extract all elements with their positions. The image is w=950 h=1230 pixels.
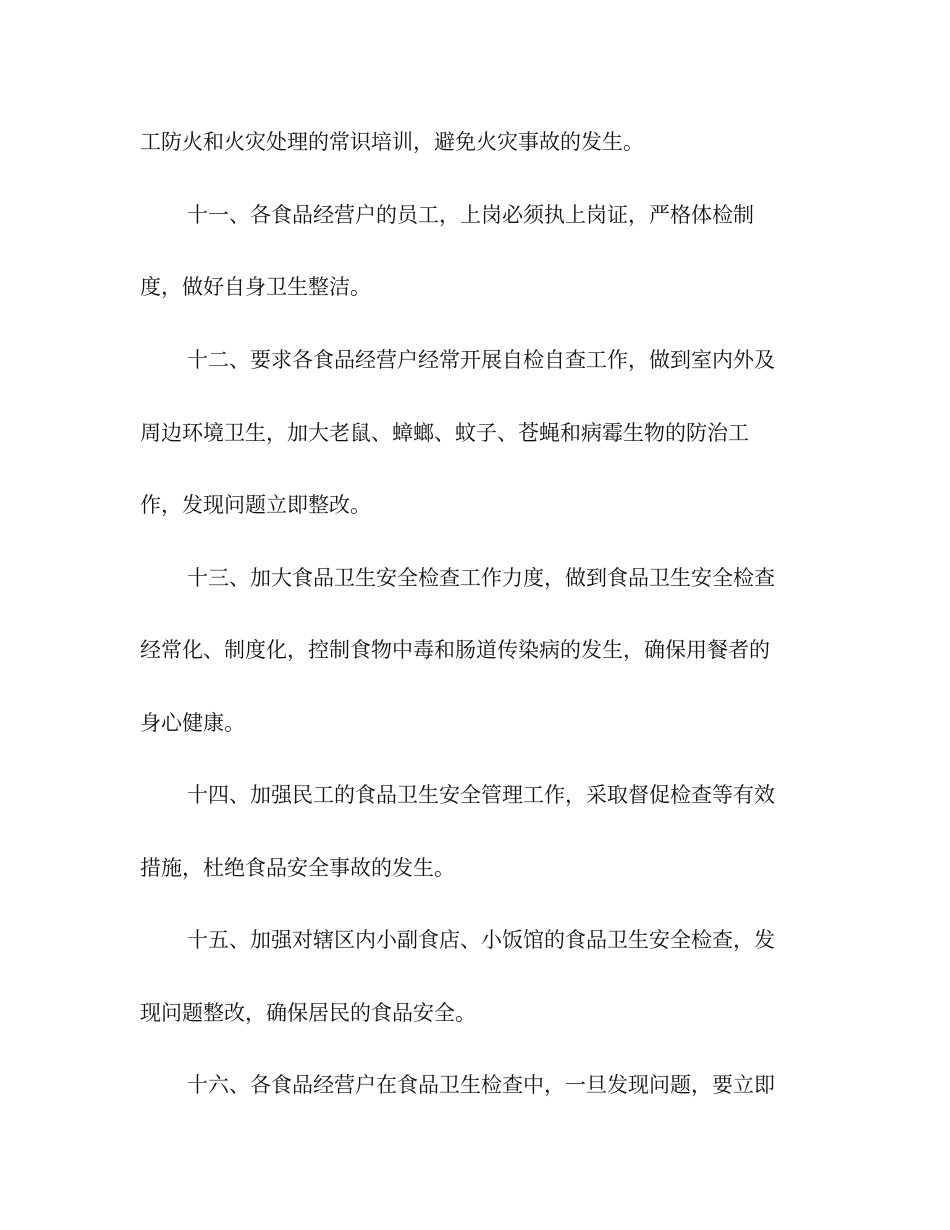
text-line: 十二、要求各食品经营户经常开展自检自查工作，做到室内外及 (187, 348, 775, 372)
text-line: 作，发现问题立即整改。 (140, 493, 371, 517)
text-line: 身心健康。 (140, 711, 245, 735)
text-line: 度，做好自身卫生整洁。 (140, 275, 371, 299)
text-line: 十四、加强民工的食品卫生安全管理工作，采取督促检查等有效 (187, 783, 775, 807)
text-line: 经常化、制度化，控制食物中毒和肠道传染病的发生，确保用餐者的 (140, 638, 770, 662)
text-line: 工防火和火灾处理的常识培训，避免火灾事故的发生。 (140, 130, 644, 154)
text-line: 十五、加强对辖区内小副食店、小饭馆的食品卫生安全检查，发 (187, 928, 775, 952)
text-line: 十三、加大食品卫生安全检查工作力度，做到食品卫生安全检查 (187, 566, 775, 590)
text-line: 周边环境卫生，加大老鼠、蟑螂、蚊子、苍蝇和病霉生物的防治工 (140, 421, 749, 445)
text-line: 十六、各食品经营户在食品卫生检查中，一旦发现问题，要立即 (187, 1073, 775, 1097)
text-line: 措施，杜绝食品安全事故的发生。 (140, 856, 455, 880)
text-line: 十一、各食品经营户的员工，上岗必须执上岗证，严格体检制 (187, 203, 754, 227)
text-line: 现问题整改，确保居民的食品安全。 (140, 1001, 476, 1025)
